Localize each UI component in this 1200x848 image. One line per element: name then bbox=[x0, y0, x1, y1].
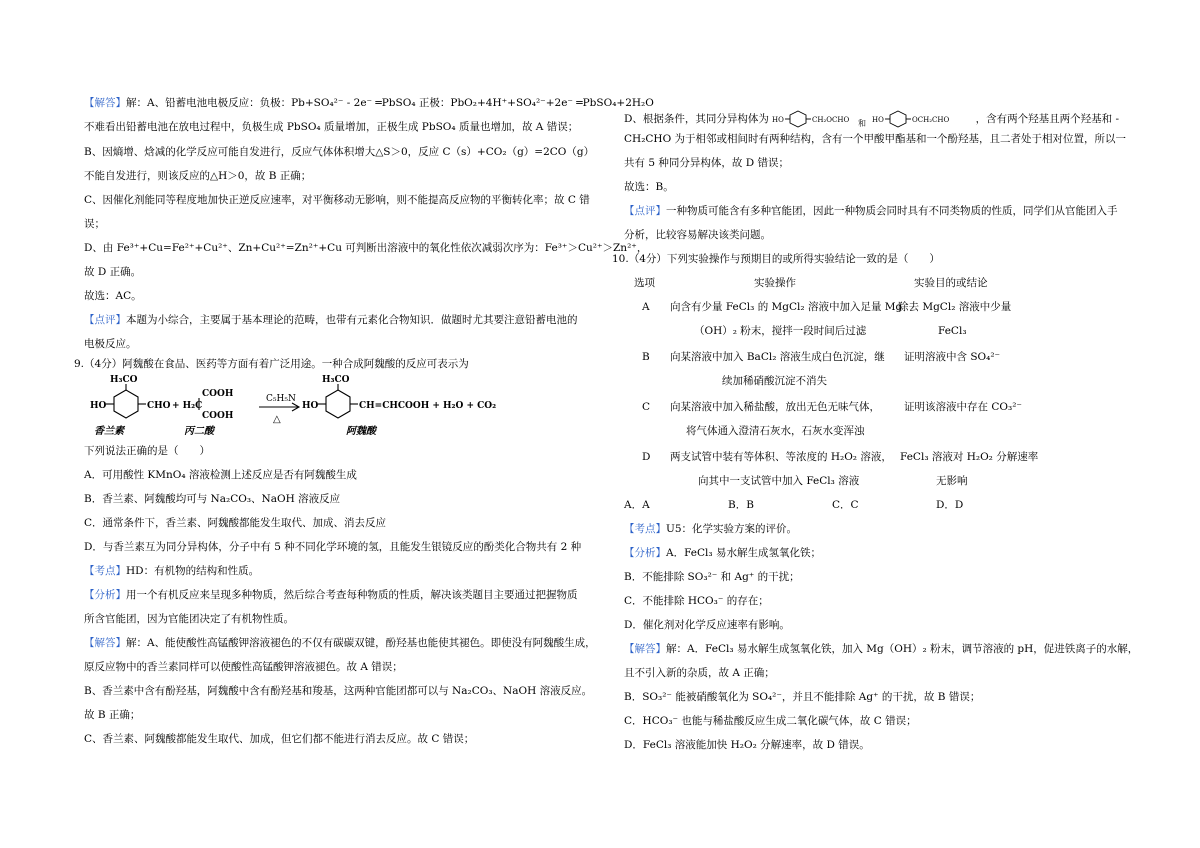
q9-option-a: A．可用酸性 KMnO₄ 溶液检测上述反应是否有阿魏酸生成 bbox=[84, 469, 357, 481]
table-header-operation: 实验操作 bbox=[754, 277, 796, 289]
p-sub: H₃CO bbox=[322, 375, 350, 385]
p-left: HO bbox=[302, 401, 319, 411]
kp9: 【考点】HD：有机物的结构和性质。 bbox=[84, 565, 260, 577]
sol9-line3: B、香兰素中含有酚羟基，阿魏酸中含有酚羟基和羧基，这两种官能团都可以与 Na₂CO₃、NaOH 溶液反应。 bbox=[84, 685, 593, 697]
row-c-goal-1: 证明该溶液中存在 CO₃²⁻ bbox=[904, 401, 1022, 413]
comment9-line2: 分析，比较容易解决该类问题。 bbox=[624, 229, 771, 241]
row-b-operation-2: 续加稀硝酸沉淀不消失 bbox=[722, 375, 827, 387]
row-a-operation-2: （OH）₂ 粉末，搅拌一段时间后过滤 bbox=[694, 325, 867, 337]
sol9-line1: 【解答】解：A、能使酸性高锰酸钾溶液褪色的不仅有碳碳双键，酚羟基也能使其褪色。即使没有阿魏酸生成， bbox=[84, 637, 596, 649]
row-b-goal-1: 证明溶液中含 SO₄²⁻ bbox=[904, 351, 1001, 363]
d9-line3: 共有 5 种同分异构体，故 D 错误； bbox=[624, 157, 789, 169]
an10-line1: 【分析】A．FeCl₃ 易水解生成氢氧化铁； bbox=[624, 547, 821, 559]
q9-ask: 下列说法正确的是（ ） bbox=[84, 445, 210, 457]
q10-choice-b: B．B bbox=[728, 499, 754, 511]
answer8-line9: 故选：AC。 bbox=[84, 290, 142, 302]
row-d-operation-1: 两支试管中装有等体积、等浓度的 H₂O₂ 溶液， bbox=[670, 451, 892, 463]
kp10: 【考点】U5：化学实验方案的评价。 bbox=[624, 523, 798, 535]
struct2-left: HO bbox=[872, 116, 885, 124]
reaction-scheme bbox=[84, 372, 524, 442]
isomer-structures bbox=[772, 108, 972, 130]
row-c-operation-1: 向某溶液中加入稀盐酸，放出无色无味气体， bbox=[670, 401, 880, 413]
sol9-line4: 故 B 正确； bbox=[84, 709, 141, 721]
name-ferulic: 阿魏酸 bbox=[346, 426, 376, 437]
row-a-operation-1: 向含有少量 FeCl₃ 的 MgCl₂ 溶液中加入足量 Mg bbox=[670, 301, 903, 313]
answer8-line8: 故 D 正确。 bbox=[84, 266, 142, 278]
name-malonic: 丙二酸 bbox=[184, 426, 214, 437]
d9-line4: 故选：B。 bbox=[624, 181, 674, 193]
q9-stem: 9.（4分）阿魏酸在食品、医药等方面有着广泛用途。一种合成阿魏酸的反应可表示为 bbox=[74, 358, 469, 370]
struct1-left: HO bbox=[772, 116, 785, 124]
q10-stem: 10.（4分）下列实验操作与预期目的或所得实验结论一致的是（ ） bbox=[612, 253, 940, 265]
sol9-line2: 原反应物中的香兰素同样可以使酸性高锰酸钾溶液褪色。故 A 错误； bbox=[84, 661, 403, 673]
d9-line2: CH₂CHO 为于相邻或相间时有两种结构，含有一个甲酸甲酯基和一个酚羟基，且二者处于相对位置，所以一 bbox=[624, 133, 1127, 145]
r1-right: CHO bbox=[147, 401, 171, 411]
q9-option-c: C．通常条件下，香兰素、阿魏酸都能发生取代、加成、消去反应 bbox=[84, 517, 387, 529]
an10-line4: D．催化剂对化学反应速率有影响。 bbox=[624, 619, 790, 631]
p-right: CH=CHCOOH + H₂O + CO₂ bbox=[359, 401, 497, 411]
d9-line1: D、根据条件，其同分异构体为 HO CH₂OCHO 和 HO OCH₂CHO ，含有两个羟基且两个羟基和 - bbox=[624, 108, 1119, 130]
sol10-line1: 【解答】解：A．FeCl₃ 易水解生成氢氧化铁，加入 Mg（OH）₂ 粉末，调节溶液的 pH，促进铁离子的水解， bbox=[624, 643, 1139, 655]
row-d-goal-1: FeCl₃ 溶液对 H₂O₂ 分解速率 bbox=[900, 451, 1039, 463]
row-b-operation-1: 向某溶液中加入 BaCl₂ 溶液生成白色沉淀，继 bbox=[670, 351, 885, 363]
an10-line3: C．不能排除 HCO₃⁻ 的存在； bbox=[624, 595, 769, 607]
cooh-bottom: COOH bbox=[202, 411, 234, 421]
struct-and: 和 bbox=[858, 119, 867, 128]
sol10-line5: D．FeCl₃ 溶液能加快 H₂O₂ 分解速率，故 D 错误。 bbox=[624, 739, 870, 751]
q10-choice-d: D．D bbox=[936, 499, 964, 511]
plus-h2c: + H₂C bbox=[172, 401, 203, 411]
q9-option-b: B．香兰素、阿魏酸均可与 Na₂CO₃、NaOH 溶液反应 bbox=[84, 493, 341, 505]
row-a-option: A bbox=[642, 301, 650, 313]
row-c-option: C bbox=[642, 401, 651, 413]
table-header-goal: 实验目的或结论 bbox=[914, 277, 988, 289]
cooh-top: COOH bbox=[202, 389, 234, 399]
answer8-line3: B、因熵增、焓减的化学反应可能自发进行，反应气体体积增大△S＞0，反应 C（s）+CO₂（g）=2CO（g） bbox=[84, 146, 595, 158]
q9-option-d: D．与香兰素互为同分异构体，分子中有 5 种不同化学环境的氢，且能发生银镜反应的酚类化合物共有 2 种 bbox=[84, 541, 582, 553]
answer8-line5: C、因催化剂能同等程度地加快正逆反应速率，对平衡移动无影响，则不能提高反应物的平衡转化率；故 C 错 bbox=[84, 194, 590, 206]
row-d-goal-2: 无影响 bbox=[936, 475, 968, 487]
answer8-line7: D、由 Fe³⁺+Cu=Fe²⁺+Cu²⁺、Zn+Cu²⁺=Zn²⁺+Cu 可判断出溶液中的氧化性依次减弱次序为：Fe³⁺＞Cu²⁺＞Zn²⁺， bbox=[84, 242, 648, 254]
row-a-goal-1: 除去 MgCl₂ 溶液中少量 bbox=[898, 301, 1012, 313]
r1-left: HO bbox=[90, 401, 107, 411]
comment9-line1: 【点评】一种物质可能含有多种官能团，因此一种物质会同时具有不同类物质的性质，同学们从官能团入手 bbox=[624, 205, 1118, 217]
struct2-right: OCH₂CHO bbox=[912, 116, 950, 124]
answer8-line2: 不难看出铅蓄电池在放电过程中，负极生成 PbSO₄ 质量增加，正极生成 PbSO₄ 质量也增加，故 A 错误； bbox=[84, 121, 579, 133]
table-header-option: 选项 bbox=[634, 277, 655, 289]
row-b-option: B bbox=[642, 351, 650, 363]
struct1-right: CH₂OCHO bbox=[812, 116, 850, 124]
delta-label: △ bbox=[273, 414, 281, 425]
an9-line2: 所含官能团，因为官能团决定了有机物性质。 bbox=[84, 613, 294, 625]
comment8-line2: 电极反应。 bbox=[84, 338, 137, 350]
q10-choice-a: A．A bbox=[624, 499, 650, 511]
row-d-operation-2: 向其中一支试管中加入 FeCl₃ 溶液 bbox=[698, 475, 860, 487]
r1-sub: H₃CO bbox=[110, 375, 138, 385]
sol10-line2: 且不引入新的杂质，故 A 正确； bbox=[624, 667, 775, 679]
q10-choice-c: C．C bbox=[832, 499, 859, 511]
an9-line1: 【分析】用一个有机反应来呈现多种物质，然后综合考查每种物质的性质，解决该类题目主要通过把握物质 bbox=[84, 589, 578, 601]
sol9-line5: C、香兰素、阿魏酸都能发生取代、加成，但它们都不能进行消去反应。故 C 错误； bbox=[84, 733, 475, 745]
name-vanillin: 香兰素 bbox=[94, 426, 124, 437]
row-c-operation-2: 将气体通入澄清石灰水，石灰水变浑浊 bbox=[686, 425, 865, 437]
sol10-line4: C．HCO₃⁻ 也能与稀盐酸反应生成二氧化碳气体，故 C 错误； bbox=[624, 715, 917, 727]
catalyst-label: C₅H₅N bbox=[266, 394, 296, 404]
answer8-line6: 误； bbox=[84, 218, 105, 230]
sol10-line3: B．SO₃²⁻ 能被硝酸氧化为 SO₄²⁻，并且不能排除 Ag⁺ 的干扰，故 B 错误； bbox=[624, 691, 981, 703]
row-a-goal-2: FeCl₃ bbox=[938, 325, 967, 337]
answer8-line4: 不能自发进行，则该反应的△H＞0，故 B 正确； bbox=[84, 170, 312, 182]
answer8-line1: 【解答】解：A、铅蓄电池电极反应：负极：Pb+SO₄²⁻ - 2e⁻ ═PbSO₄ 正极：PbO₂+4H⁺+SO₄²⁻+2e⁻ ═PbSO₄+2H₂O bbox=[84, 97, 654, 109]
row-d-option: D bbox=[642, 451, 651, 463]
an10-line2: B．不能排除 SO₃²⁻ 和 Ag⁺ 的干扰； bbox=[624, 571, 800, 583]
comment8-line1: 【点评】本题为小综合，主要属于基本理论的范畴，也带有元素化合物知识．做题时尤其要注意铅蓄电池的 bbox=[84, 314, 578, 326]
